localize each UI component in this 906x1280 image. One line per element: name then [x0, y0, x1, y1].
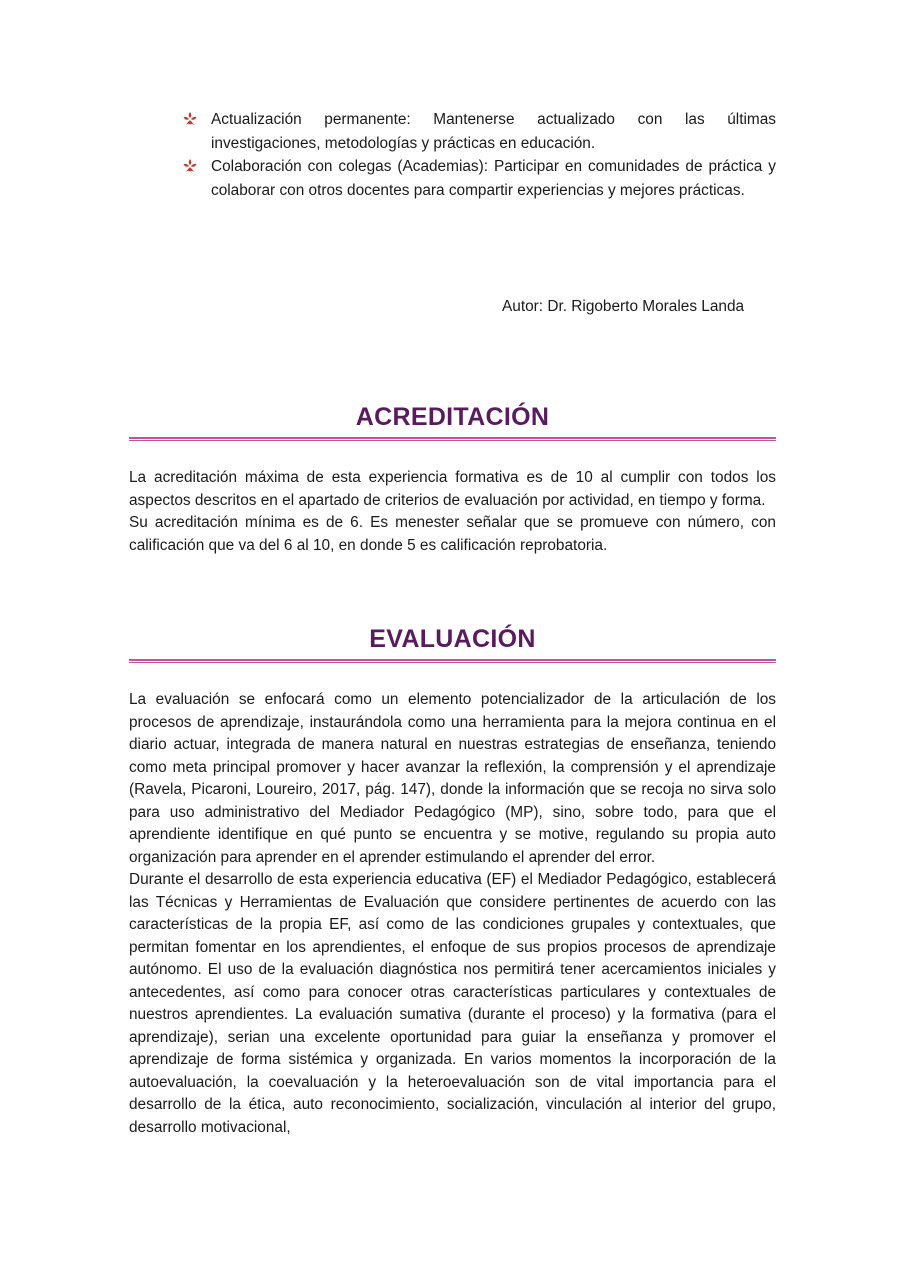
section-heading: EVALUACIÓN — [369, 625, 536, 653]
paragraph: La acreditación máxima de esta experiencia formativa es de 10 al cumplir con todos los aspectos descritos en el apartado de criterios de evaluación por actividad, en tiempo y forma. — [129, 469, 776, 509]
author-line: Autor: Dr. Rigoberto Morales Landa — [502, 298, 745, 315]
section-heading: ACREDITACIÓN — [355, 403, 550, 431]
section-body — [129, 467, 776, 557]
bullet-text: Colaboración con colegas (Academias): Participar en comunidades de práctica y colaborar con otros docentes para compartir experiencias y mejores prácticas. — [211, 158, 776, 199]
paragraph: La evaluación se enfocará como un elemento potencializador de la articulación de los procesos de aprendizaje, instaurándola como una herramienta para la mejora continua en el diario actuar, integrada de manera natural en nuestras estrategias de enseñanza, teniendo como meta principal promover y hacer avanzar la reflexión, la comprensión y el aprendizaje (Ravela, Picaroni, Loureiro, 2017, pág. 147), donde la información que se recoja no sirva solo para uso administrativo del Mediador Pedagógico (MP), sino, sobre todo, para que el aprendiente identifique en qué punto se encuentra y se motive, regulando su propia auto organización para aprender en el aprender estimulando el aprender del error. — [129, 691, 776, 866]
heading-divider — [129, 437, 776, 441]
red-flower-bullet-icon — [182, 111, 198, 127]
evaluacion-section — [129, 624, 776, 1139]
bullet-item — [182, 108, 776, 155]
acreditacion-section — [129, 402, 776, 557]
bullet-list — [182, 108, 776, 202]
paragraph: Su acreditación mínima es de 6. Es menester señalar que se promueve con número, con calificación que va del 6 al 10, en donde 5 es calificación reprobatoria. — [129, 514, 776, 554]
red-flower-bullet-icon — [182, 158, 198, 174]
bullet-item — [182, 155, 776, 202]
heading-divider — [129, 659, 776, 663]
paragraph: Durante el desarrollo de esta experiencia educativa (EF) el Mediador Pedagógico, establecerá las Técnicas y Herramientas de Evaluación que considere pertinentes de acuerdo con las características de la propia EF, así como de las condiciones grupales y contextuales, que permitan fomentar en los aprendientes, el enfoque de sus propios procesos de aprendizaje autónomo. El uso de la evaluación diagnóstica nos permitirá tener acercamientos iniciales y antecedentes, así como para conocer otras características particulares y contextuales de nuestros aprendientes. La evaluación sumativa (durante el proceso) y la formativa (para el aprendizaje), serian una excelente oportunidad para guiar la enseñanza y promover el aprendizaje de forma sistémica y organizada. En varios momentos la incorporación de la autoevaluación, la coevaluación y la heteroevaluación son de vital importancia para el desarrollo de la ética, auto reconocimiento, socialización, vinculación al interior del grupo, desarrollo motivacional, — [129, 871, 776, 1136]
section-body — [129, 689, 776, 1139]
bullet-text: Actualización permanente: Mantenerse actualizado con las últimas investigaciones, metodologías y prácticas en educación. — [211, 111, 776, 152]
